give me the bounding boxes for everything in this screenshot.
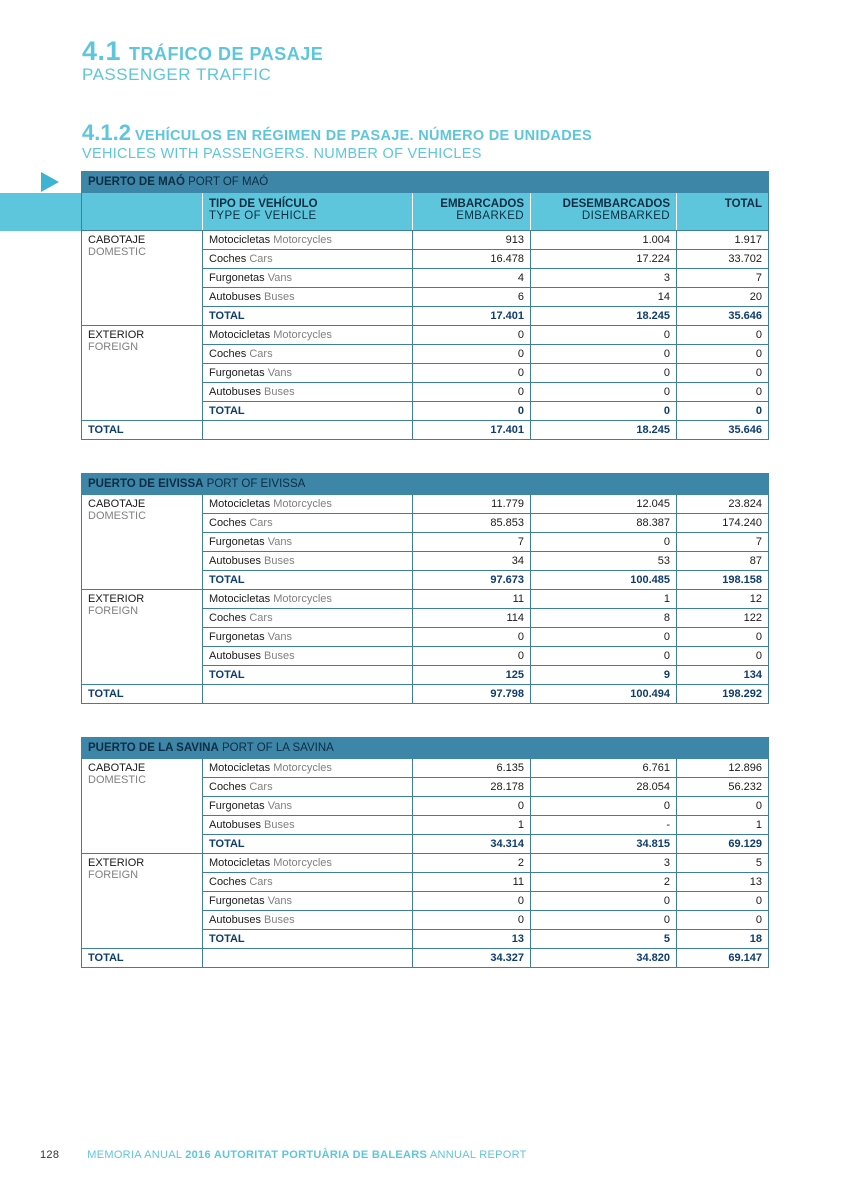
value-cell: 11: [413, 590, 531, 609]
header-total: [677, 193, 769, 231]
vehicle-type-es: Coches: [209, 253, 247, 265]
vehicle-type-en: Motorcycles: [273, 593, 332, 605]
value-cell: 6.135: [413, 759, 531, 778]
value-cell: 85.853: [413, 514, 531, 533]
port-table: [81, 737, 769, 968]
grand-total-label: TOTAL: [82, 949, 203, 968]
value-cell: 8: [531, 609, 677, 628]
subtotal-value: 18: [677, 930, 769, 949]
group-cell-domestic: [82, 759, 203, 854]
vehicle-type-cell: [203, 288, 413, 307]
value-cell: 0: [531, 533, 677, 552]
vehicle-type-es: Coches: [209, 781, 247, 793]
vehicle-type-cell: [203, 345, 413, 364]
value-cell: 28.178: [413, 778, 531, 797]
vehicle-type-es: Coches: [209, 517, 247, 529]
value-cell: 0: [677, 647, 769, 666]
vehicle-type-cell: [203, 533, 413, 552]
header-disembarked-es: DESEMBARCADOS: [562, 198, 670, 210]
grand-total-row: [82, 685, 769, 704]
vehicle-type-es: Coches: [209, 612, 247, 624]
subtotal-value: 0: [677, 402, 769, 421]
value-cell: 0: [531, 364, 677, 383]
header-total-label: TOTAL: [724, 198, 763, 210]
vehicle-type-cell: [203, 231, 413, 250]
vehicle-type-en: Vans: [267, 536, 292, 548]
vehicle-type-cell: [203, 628, 413, 647]
vehicle-type-en: Buses: [264, 914, 295, 926]
vehicle-type-es: Motocicletas: [209, 593, 271, 605]
vehicle-type-cell: [203, 495, 413, 514]
group-label-es: CABOTAJE: [88, 234, 146, 246]
vehicle-type-en: Cars: [249, 517, 273, 529]
group-label-en: DOMESTIC: [88, 774, 147, 786]
vehicle-type-es: Autobuses: [209, 555, 261, 567]
grand-total-value: 17.401: [413, 421, 531, 440]
value-cell: 114: [413, 609, 531, 628]
table-row: [82, 854, 769, 873]
grand-total-value: 34.820: [531, 949, 677, 968]
table-row: [82, 495, 769, 514]
subtotal-value: 9: [531, 666, 677, 685]
header-type-es: TIPO DE VEHÍCULO: [209, 198, 318, 210]
value-cell: 34: [413, 552, 531, 571]
vehicle-type-es: Motocicletas: [209, 498, 271, 510]
port-title-row: [82, 474, 769, 495]
port-title-row: [82, 738, 769, 759]
vehicle-type-es: Furgonetas: [209, 272, 265, 284]
vehicle-type-es: Furgonetas: [209, 536, 265, 548]
group-label-es: EXTERIOR: [88, 593, 145, 605]
value-cell: 4: [413, 269, 531, 288]
footer-text-post: ANNUAL REPORT: [427, 1149, 527, 1161]
vehicle-type-es: Autobuses: [209, 914, 261, 926]
header-embarked-es: EMBARCADOS: [440, 198, 524, 210]
value-cell: 0: [677, 364, 769, 383]
subsection-number: 4.1.2: [82, 120, 131, 145]
value-cell: 0: [531, 628, 677, 647]
value-cell: 0: [413, 628, 531, 647]
vehicle-type-cell: [203, 854, 413, 873]
footer-text-bold: 2016 AUTORITAT PORTUÀRIA DE BALEARS: [185, 1149, 428, 1161]
grand-total-row: [82, 949, 769, 968]
value-cell: 11.779: [413, 495, 531, 514]
subtotal-label: TOTAL: [203, 835, 413, 854]
value-cell: 0: [413, 911, 531, 930]
value-cell: 12: [677, 590, 769, 609]
table-row: [82, 759, 769, 778]
vehicle-type-en: Vans: [267, 272, 292, 284]
value-cell: 0: [413, 345, 531, 364]
group-label-en: FOREIGN: [88, 869, 139, 881]
group-label-en: DOMESTIC: [88, 246, 147, 258]
value-cell: 0: [531, 383, 677, 402]
vehicle-type-cell: [203, 797, 413, 816]
vehicle-type-en: Vans: [267, 895, 292, 907]
value-cell: 3: [531, 854, 677, 873]
value-cell: 13: [677, 873, 769, 892]
vehicle-type-cell: [203, 892, 413, 911]
vehicle-type-cell: [203, 873, 413, 892]
port-name-es: PUERTO DE LA SAVINA: [88, 742, 219, 754]
vehicle-type-en: Cars: [249, 876, 273, 888]
grand-total-empty: [203, 685, 413, 704]
group-cell-domestic: [82, 231, 203, 326]
subtotal-value: 134: [677, 666, 769, 685]
table-row: [82, 231, 769, 250]
subtotal-value: 0: [531, 402, 677, 421]
value-cell: 5: [677, 854, 769, 873]
footer-text-pre: MEMORIA ANUAL: [87, 1149, 186, 1161]
group-cell-foreign: [82, 590, 203, 685]
value-cell: 23.824: [677, 495, 769, 514]
value-cell: 12.896: [677, 759, 769, 778]
grand-total-value: 97.798: [413, 685, 531, 704]
vehicle-type-en: Vans: [267, 631, 292, 643]
grand-total-value: 69.147: [677, 949, 769, 968]
port-table: [81, 171, 769, 440]
value-cell: 0: [413, 647, 531, 666]
column-header-row: [82, 193, 769, 231]
value-cell: 2: [531, 873, 677, 892]
group-label-es: EXTERIOR: [88, 857, 145, 869]
subtotal-label: TOTAL: [203, 307, 413, 326]
grand-total-value: 18.245: [531, 421, 677, 440]
group-label-en: FOREIGN: [88, 341, 139, 353]
grand-total-row: [82, 421, 769, 440]
vehicle-type-es: Autobuses: [209, 291, 261, 303]
header-empty-cell: [82, 193, 203, 231]
value-cell: 0: [531, 892, 677, 911]
value-cell: 6.761: [531, 759, 677, 778]
value-cell: 1.917: [677, 231, 769, 250]
section-title-es: TRÁFICO DE PASAJE: [129, 44, 324, 64]
subtotal-value: 34.314: [413, 835, 531, 854]
subtotal-value: 13: [413, 930, 531, 949]
port-title-row: [82, 172, 769, 193]
grand-total-label: TOTAL: [82, 685, 203, 704]
value-cell: 6: [413, 288, 531, 307]
value-cell: 0: [531, 797, 677, 816]
section-heading: [82, 36, 323, 85]
port-name-en: PORT OF EIVISSA: [206, 478, 306, 490]
vehicle-type-es: Motocicletas: [209, 857, 271, 869]
vehicle-type-en: Motorcycles: [273, 329, 332, 341]
group-cell-foreign: [82, 854, 203, 949]
value-cell: 0: [413, 364, 531, 383]
value-cell: 0: [413, 383, 531, 402]
vehicle-type-es: Furgonetas: [209, 631, 265, 643]
vehicle-type-es: Furgonetas: [209, 895, 265, 907]
value-cell: 0: [677, 383, 769, 402]
header-embarked: [413, 193, 531, 231]
group-label-en: FOREIGN: [88, 605, 139, 617]
value-cell: 0: [677, 628, 769, 647]
value-cell: 88.387: [531, 514, 677, 533]
group-cell-domestic: [82, 495, 203, 590]
vehicle-type-en: Buses: [264, 650, 295, 662]
header-type: [203, 193, 413, 231]
vehicle-type-cell: [203, 759, 413, 778]
value-cell: 7: [413, 533, 531, 552]
vehicle-type-cell: [203, 816, 413, 835]
section-title-en: PASSENGER TRAFFIC: [82, 65, 272, 84]
port-name-es: PUERTO DE EIVISSA: [88, 478, 204, 490]
value-cell: 16.478: [413, 250, 531, 269]
vehicle-type-en: Motorcycles: [273, 234, 332, 246]
vehicle-type-cell: [203, 383, 413, 402]
vehicle-type-es: Autobuses: [209, 819, 261, 831]
triangle-marker-icon: [41, 172, 59, 192]
vehicle-type-es: Coches: [209, 348, 247, 360]
value-cell: 1: [677, 816, 769, 835]
value-cell: 0: [531, 911, 677, 930]
value-cell: 0: [531, 345, 677, 364]
header-type-en: TYPE OF VEHICLE: [209, 210, 317, 222]
grand-total-label: TOTAL: [82, 421, 203, 440]
port-name-es: PUERTO DE MAÓ: [88, 176, 185, 188]
table-row: [82, 590, 769, 609]
vehicle-type-es: Furgonetas: [209, 800, 265, 812]
vehicle-type-en: Cars: [249, 348, 273, 360]
vehicle-type-es: Motocicletas: [209, 234, 271, 246]
subtotal-value: 17.401: [413, 307, 531, 326]
grand-total-empty: [203, 949, 413, 968]
value-cell: 7: [677, 533, 769, 552]
value-cell: 0: [677, 326, 769, 345]
value-cell: 0: [531, 647, 677, 666]
subtotal-value: 18.245: [531, 307, 677, 326]
subtotal-label: TOTAL: [203, 666, 413, 685]
vehicle-type-es: Motocicletas: [209, 329, 271, 341]
subtotal-label: TOTAL: [203, 930, 413, 949]
subsection-title-es: VEHÍCULOS EN RÉGIMEN DE PASAJE. NÚMERO DE UNIDADES: [134, 128, 592, 144]
port-name-en: PORT OF MAÓ: [188, 176, 269, 188]
value-cell: 53: [531, 552, 677, 571]
value-cell: 122: [677, 609, 769, 628]
subsection-heading: [82, 120, 592, 162]
vehicle-type-en: Cars: [249, 253, 273, 265]
subtotal-value: 198.158: [677, 571, 769, 590]
vehicle-type-en: Cars: [249, 612, 273, 624]
vehicle-type-en: Cars: [249, 781, 273, 793]
value-cell: -: [531, 816, 677, 835]
value-cell: 2: [413, 854, 531, 873]
subtotal-value: 69.129: [677, 835, 769, 854]
vehicle-type-en: Motorcycles: [273, 762, 332, 774]
vehicle-type-en: Motorcycles: [273, 857, 332, 869]
group-label-es: CABOTAJE: [88, 498, 146, 510]
header-disembarked-en: DISEMBARKED: [581, 210, 670, 222]
subtotal-value: 100.485: [531, 571, 677, 590]
section-number: 4.1: [82, 36, 122, 66]
value-cell: 3: [531, 269, 677, 288]
value-cell: 0: [413, 797, 531, 816]
value-cell: 87: [677, 552, 769, 571]
vehicle-type-cell: [203, 552, 413, 571]
vehicle-type-en: Vans: [267, 367, 292, 379]
vehicle-type-en: Buses: [264, 819, 295, 831]
value-cell: 14: [531, 288, 677, 307]
vehicle-type-en: Vans: [267, 800, 292, 812]
grand-total-value: 198.292: [677, 685, 769, 704]
vehicle-type-es: Autobuses: [209, 386, 261, 398]
subtotal-value: 34.815: [531, 835, 677, 854]
header-disembarked: [531, 193, 677, 231]
value-cell: 0: [677, 892, 769, 911]
subtotal-value: 125: [413, 666, 531, 685]
vehicle-type-cell: [203, 778, 413, 797]
page-number: 128: [40, 1149, 60, 1161]
value-cell: 0: [531, 326, 677, 345]
port-table: [81, 473, 769, 704]
vehicle-type-cell: [203, 269, 413, 288]
value-cell: 33.702: [677, 250, 769, 269]
port-name-en: PORT OF LA SAVINA: [221, 742, 334, 754]
value-cell: 1: [531, 590, 677, 609]
value-cell: 913: [413, 231, 531, 250]
value-cell: 12.045: [531, 495, 677, 514]
vehicle-type-cell: [203, 514, 413, 533]
header-embarked-en: EMBARKED: [456, 210, 524, 222]
grand-total-empty: [203, 421, 413, 440]
vehicle-type-en: Buses: [264, 386, 295, 398]
vehicle-type-cell: [203, 911, 413, 930]
vehicle-type-cell: [203, 590, 413, 609]
group-label-es: EXTERIOR: [88, 329, 145, 341]
value-cell: 28.054: [531, 778, 677, 797]
grand-total-value: 100.494: [531, 685, 677, 704]
value-cell: 1: [413, 816, 531, 835]
value-cell: 20: [677, 288, 769, 307]
page-footer: [40, 1149, 527, 1161]
vehicle-type-es: Coches: [209, 876, 247, 888]
value-cell: 56.232: [677, 778, 769, 797]
group-cell-foreign: [82, 326, 203, 421]
subtotal-label: TOTAL: [203, 571, 413, 590]
value-cell: 17.224: [531, 250, 677, 269]
subtotal-value: 35.646: [677, 307, 769, 326]
group-label-es: CABOTAJE: [88, 762, 146, 774]
value-cell: 11: [413, 873, 531, 892]
value-cell: 0: [677, 911, 769, 930]
value-cell: 7: [677, 269, 769, 288]
subtotal-value: 5: [531, 930, 677, 949]
subtotal-value: 0: [413, 402, 531, 421]
vehicle-type-en: Buses: [264, 291, 295, 303]
grand-total-value: 35.646: [677, 421, 769, 440]
vehicle-type-es: Motocicletas: [209, 762, 271, 774]
value-cell: 174.240: [677, 514, 769, 533]
subsection-title-en: VEHICLES WITH PASSENGERS. NUMBER OF VEHICLES: [82, 146, 482, 162]
grand-total-value: 34.327: [413, 949, 531, 968]
table-row: [82, 326, 769, 345]
vehicle-type-cell: [203, 647, 413, 666]
vehicle-type-en: Motorcycles: [273, 498, 332, 510]
vehicle-type-cell: [203, 326, 413, 345]
vehicle-type-cell: [203, 609, 413, 628]
vehicle-type-cell: [203, 250, 413, 269]
vehicle-type-cell: [203, 364, 413, 383]
value-cell: 0: [413, 892, 531, 911]
value-cell: 0: [677, 797, 769, 816]
subtotal-value: 97.673: [413, 571, 531, 590]
subtotal-label: TOTAL: [203, 402, 413, 421]
value-cell: 0: [677, 345, 769, 364]
vehicle-type-es: Furgonetas: [209, 367, 265, 379]
group-label-en: DOMESTIC: [88, 510, 147, 522]
vehicle-type-es: Autobuses: [209, 650, 261, 662]
value-cell: 1.004: [531, 231, 677, 250]
value-cell: 0: [413, 326, 531, 345]
vehicle-type-en: Buses: [264, 555, 295, 567]
